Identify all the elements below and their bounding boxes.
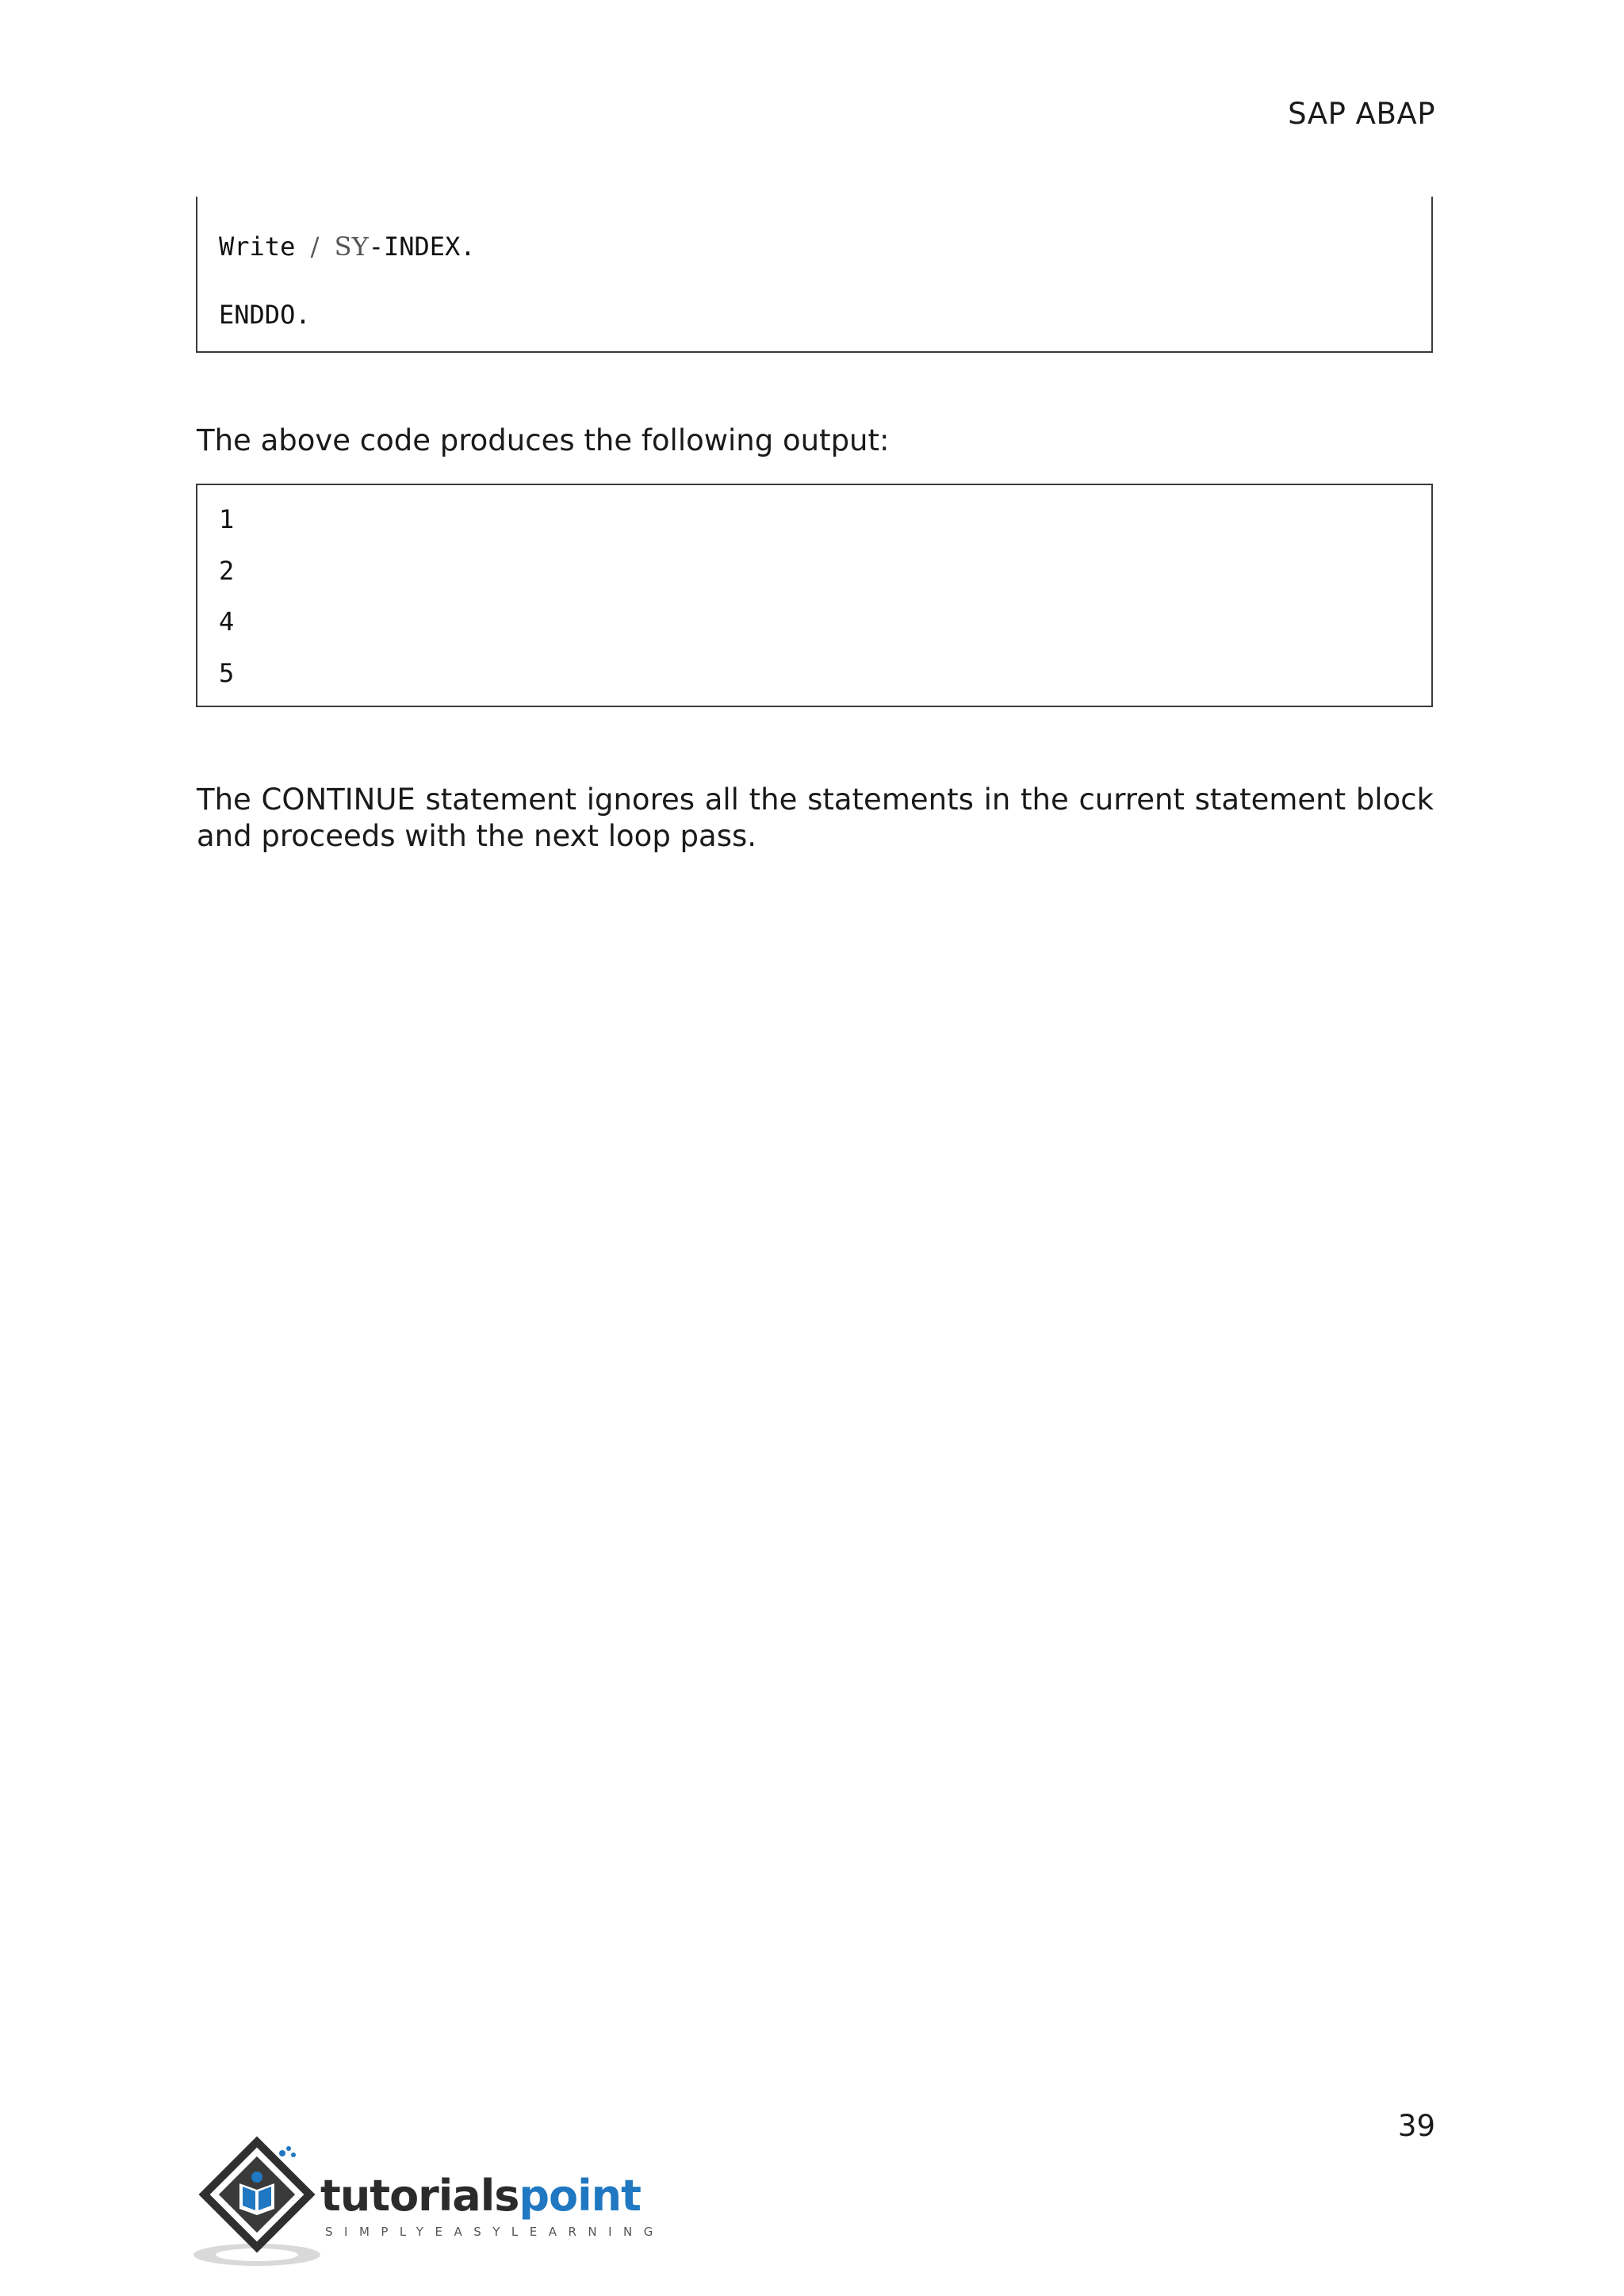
- code-block-continued: [196, 197, 1433, 353]
- output-block: [196, 484, 1433, 707]
- page-number: 39: [1397, 2109, 1435, 2143]
- logo-tagline: SIMPLYEASYLEARNING: [325, 2225, 665, 2239]
- tutorialspoint-logo: [193, 2136, 665, 2271]
- output-line: 4: [219, 607, 235, 637]
- logo-diamond-icon: [193, 2136, 328, 2271]
- output-line: 1: [219, 504, 235, 534]
- logo-wordmark: tutorialspoint: [320, 2171, 641, 2221]
- body-paragraph: The CONTINUE statement ignores all the statements in the current statement block and proceeds with the next loop pass.: [197, 783, 1434, 853]
- intro-text: The above code produces the following output:: [197, 423, 890, 457]
- output-line: 5: [219, 658, 235, 688]
- output-line: 2: [219, 556, 235, 586]
- code-line-write: Write / SY-INDEX.: [219, 232, 476, 262]
- running-header: SAP ABAP: [1288, 97, 1435, 131]
- code-line-enddo: ENDDO.: [219, 300, 311, 330]
